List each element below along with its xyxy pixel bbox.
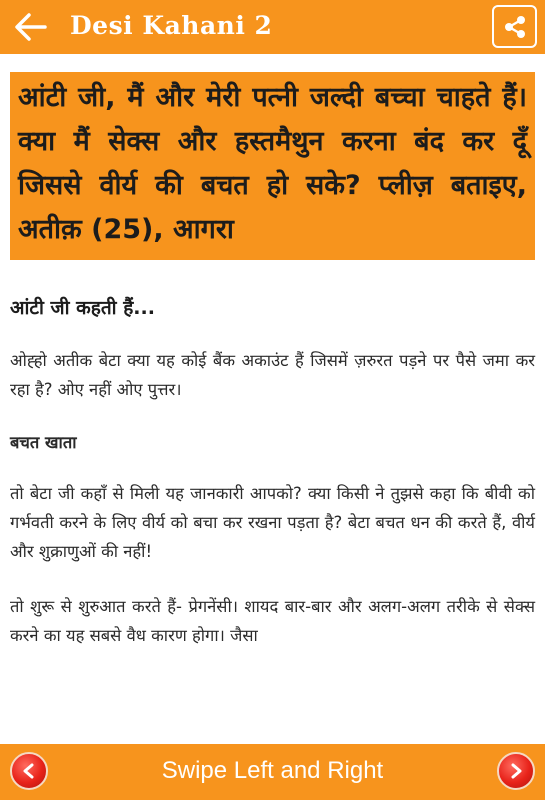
- app-title: Desi Kahani 2: [70, 11, 273, 40]
- bottom-nav-bar: [0, 744, 545, 800]
- arrow-left-icon: [13, 12, 47, 42]
- article-paragraph: तो शुरू से शुरुआत करते हैं- प्रेगनेंसी। शायद बार-बार और अलग-अलग तरीके से सेक्स करने का यह सबसे वैध कारण होगा। जैसा: [10, 597, 535, 645]
- section-heading: बचत खाता: [10, 433, 77, 452]
- back-button[interactable]: [8, 6, 52, 48]
- article-paragraph: ओह्हो अतीक बेटा क्या यह कोई बैंक अकाउंट हैं जिसमें ज़रुरत पड़ने पर पैसे जमा कर रहा है? ओए नहीं ओए पुत्तर।: [10, 351, 535, 399]
- article-paragraph: तो बेटा जी कहाँ से मिली यह जानकारी आपको? क्या किसी ने तुझसे कहा कि बीवी को गर्भवती करने के लिए वीर्य को बचा कर रखना पड़ता है? बेटा बचत धन की करते हैं, वीर्य और शुक्राणुओं की नहीं!: [10, 484, 535, 561]
- answer-subheading: आंटी जी कहती हैं...: [10, 297, 155, 319]
- swipe-hint: Swipe Left and Right: [161, 757, 384, 784]
- share-icon: [502, 14, 528, 40]
- article-content[interactable]: [0, 54, 545, 744]
- next-button[interactable]: [497, 752, 535, 790]
- app-bar: [0, 0, 545, 54]
- chevron-right-icon: [508, 763, 524, 779]
- question-box: आंटी जी, मैं और मेरी पत्नी जल्दी बच्चा चाहते हैं। क्या मैं सेक्स और हस्तमैथुन करना बंद कर दूँ जिससे वीर्य की बचत हो सके? प्लीज़ बताइए, अतीक़ (25), आगरा: [10, 72, 535, 260]
- share-button[interactable]: [492, 5, 537, 48]
